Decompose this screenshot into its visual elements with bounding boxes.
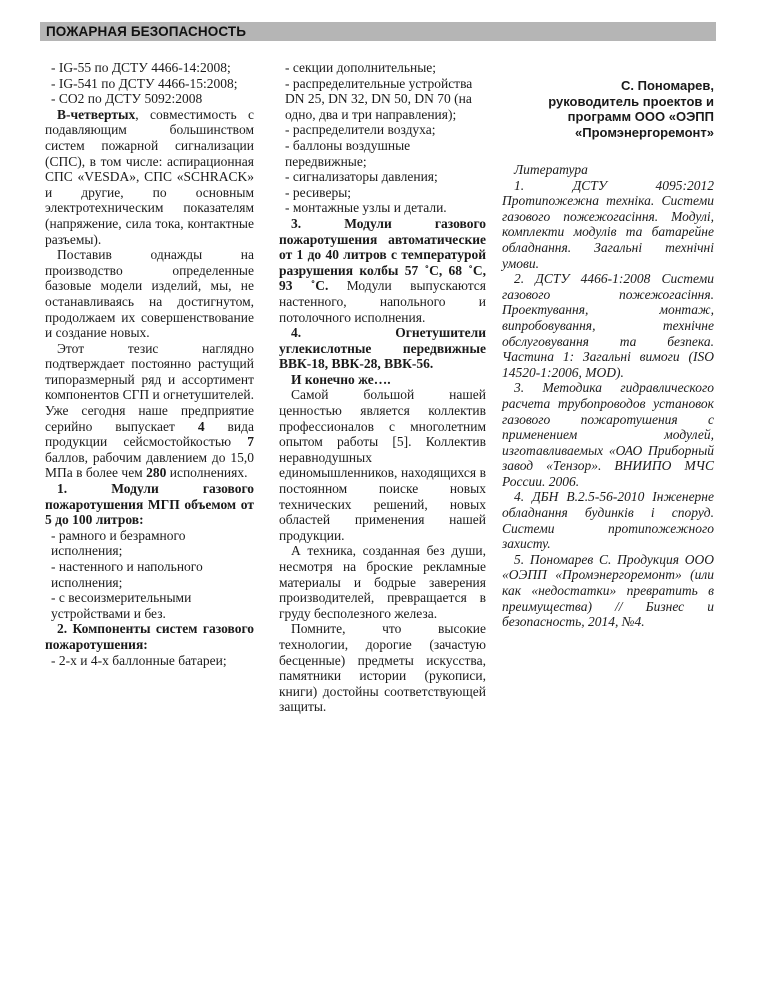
paragraph-text: Модули выпускаются настенного, напольного и потолочного исполнения. — [279, 278, 486, 325]
subheading — [45, 481, 254, 528]
list-item: - ресиверы; — [285, 184, 352, 200]
reference-item: 4. ДБН В.2.5-56-2010 Інженерне обладнання будинків і споруд. Системи протипожежного захисту. — [502, 489, 714, 552]
list-item: - распределительные устройства DN 25, DN 32, DN 50, DN 70 (на одно, два и три направления); — [285, 75, 473, 122]
reference-item: 5. Пономарев С. Продукция ООО «ОЭПП «Промэнергоремонт» (или как «недостатки» превратить в преимущества) // Бизнес и безопасность, 2014, №4. — [502, 551, 714, 630]
paragraph-production — [45, 341, 254, 481]
list-item: - 2-х и 4-х баллонные батареи; — [51, 652, 227, 668]
list-item: - настенного и напольного исполнения; — [51, 559, 203, 590]
list-item: - рамного и безрамного исполнения; — [51, 527, 186, 559]
reference-item: 1. ДСТУ 4095:2012 Протипожежна техніка. Системи газового пожежогасіння. Модулі, комплекти модулів та батарейне обладнання. Загальні технічні умови. — [502, 177, 714, 271]
paragraph-text: Этот тезис наглядно подтверждает постоянно растущий типоразмерный ряд и ассортимент компонентов СГП и огнетушителей. Уже сегодня наше предприятие серийно выпускает — [45, 340, 254, 434]
text-column-1 — [45, 60, 254, 668]
subheading-text: 1. Модули газового пожаротушения МГП объемом от 5 до 100 литров: — [45, 481, 254, 528]
references-list — [502, 178, 714, 630]
list-item: - сигнализаторы давления; — [285, 169, 438, 185]
paragraph-text: исполнениях. — [166, 465, 248, 481]
list-item: - монтажные узлы и детали. — [285, 200, 447, 216]
reference-item: 2. ДСТУ 4466-1:2008 Системи газового пожежогасіння. Проектування, монтаж, випробовування, технічне обслуговування та безпека. Частина 1: Загальні вимоги (ISO 14520-1:2006, MOD). — [502, 271, 714, 380]
section-title: ПОЖАРНАЯ БЕЗОПАСНОСТЬ — [46, 24, 246, 39]
text-column-2 — [279, 60, 486, 715]
paragraph-text: , совместимость с подавляющим большинством систем пожарной сигнализации (СПС), в том числе: аспирационная СПС «VESDA», СПС «SCHRACK» и другие, по основным электротехническим показателям (напряжение, сила тока, контактные разъемы). — [45, 106, 254, 247]
paragraph-compatibility — [45, 107, 254, 247]
paragraph: Самой большой нашей ценностью является коллектив профессионалов с многолетним опытом работы [5]. Коллектив неравнодушных единомышленников, находящихся в постоянном поиске новых технических решений, новых областей применения нашей продукции. — [279, 387, 486, 543]
paragraph-lead: В-четвертых — [57, 106, 136, 122]
subheading-text: И конечно же…. — [291, 371, 391, 387]
subheading — [279, 372, 486, 388]
emphasis-number: 280 — [146, 465, 167, 481]
list-item: - секции дополнительные; — [285, 60, 437, 75]
list-item: - IG-55 по ДСТУ 4466-14:2008; — [51, 60, 231, 75]
list-item: - IG-541 по ДСТУ 4466-15:2008; — [51, 75, 238, 91]
author-name: С. Пономарев, — [621, 78, 714, 93]
text-column-3 — [502, 60, 714, 630]
paragraph: Поставив однажды на производство определенные базовые модели изделий, мы, не останавливаясь на достигнутом, продолжаем их совершенствование и создание новых. — [45, 247, 254, 341]
references-title: Литература — [514, 162, 588, 177]
list-item: - с весоизмерительными устройствами и без. — [51, 590, 192, 621]
subheading-modules — [279, 216, 486, 325]
subheading-text: 3. Модули газового пожаротушения автоматические от 1 до 40 литров с температурой разрушения колбы 57 ˚С, 68 ˚С, 93 ˚С. — [279, 215, 486, 294]
subheading — [279, 325, 486, 372]
paragraph: Помните, что высокие технологии, дорогие (зачастую бесценные) предметы искусства, памятники истории (рукописи, книги) достойны соответствующей защиты. — [279, 621, 486, 715]
list-item: - СО2 по ДСТУ 5092:2008 — [51, 91, 203, 107]
paragraph-text: вида продукции сейсмостойкостью — [45, 418, 254, 450]
list-item: - баллоны воздушные передвижные; — [285, 137, 411, 169]
list-item: - распределители воздуха; — [285, 122, 436, 138]
reference-item: 3. Методика гидравлического расчета трубопроводов установок газового пожаротушения с применением модулей, изготавливаемых «ОАО Приборный завод «Тензор». ВНИИПО МЧС России. 2006. — [502, 380, 714, 489]
section-header-bar — [40, 22, 716, 41]
subheading-text: 2. Компоненты систем газового пожаротушения: — [45, 621, 254, 652]
emphasis-number: 4 — [197, 418, 205, 434]
paragraph: А техника, созданная без души, несмотря на броские рекламные материалы и бодрые заверения производителей, превращается в груду бесполезного железа. — [279, 543, 486, 621]
subheading — [45, 621, 254, 652]
emphasis-number: 7 — [247, 434, 254, 450]
subheading-text: 4. Огнетушители углекислотные передвижные ВВК-18, ВВК-28, ВВК-56. — [279, 325, 486, 372]
paragraph-text: баллов, рабочим давлением до 15,0 МПа в более чем — [45, 449, 254, 481]
author-role: руководитель проектов и программ ООО «ОЭПП «Промэнергоремонт» — [548, 93, 714, 140]
author-block — [502, 78, 714, 140]
